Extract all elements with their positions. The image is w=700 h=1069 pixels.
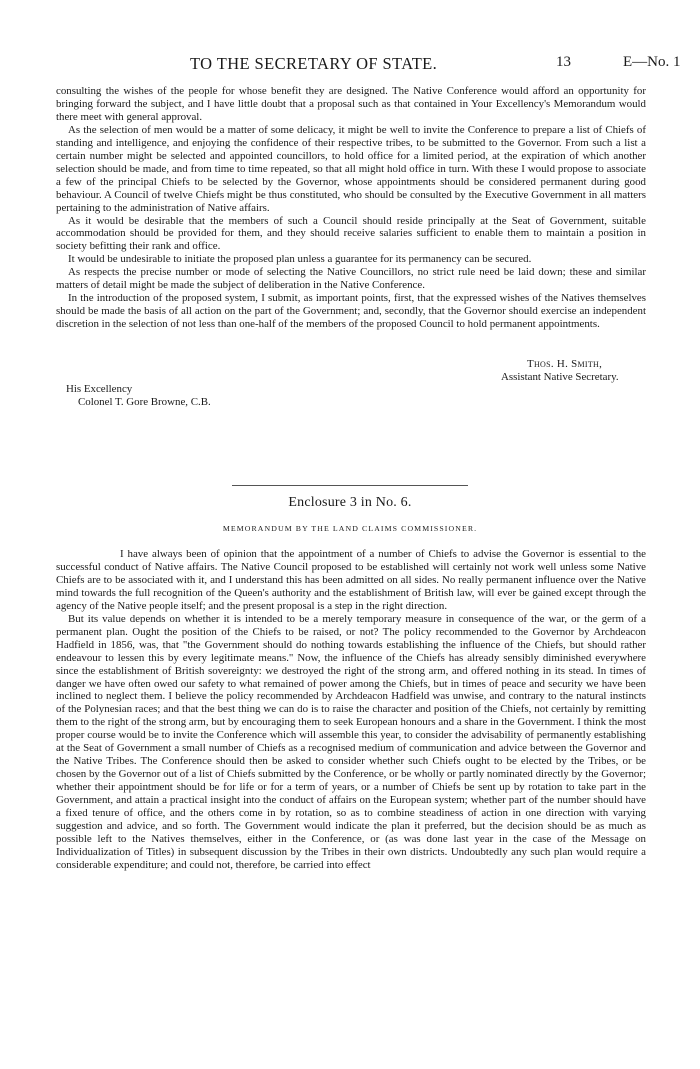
paragraph: But its value depends on whether it is intended to be a merely temporary measure in consequence of the war, or the germ of a permanent plan. Ought the position of the Chiefs to be raised, or not? The policy recommended to the Governor by Archdeacon Hadfield in 1856, was, that "the Government should do nothing towards establishing the influence of the Chiefs, but should rather endeavour to lessen this by every legitimate means." Now, the influence of the Chiefs has already sensibly diminished everywhere since the establishment of British sovereignty: we destroyed the right of the strong arm, and offered nothing in its stead. In times of danger we have often owed our safety to what remained of power among the Chiefs, but in times of peace and security we have been inclined to neglect them. I believe the policy recommended by Archdeacon Hadfield was unwise, and contrary to the natural instincts of the Polynesian races; and that the best thing we can do is to raise the character and position of the Chiefs, not certainly by remitting them to the right of the strong arm, but by encouraging them to seek European honours and a share in the Government. I think the most proper course would be to invite the Conference which will assemble this year, to consider the advisability of permanently establishing at the Seat of Government a small number of Chiefs as a recognised medium of communication and advice between the Governor and the Native Tribes. The Conference should then be asked to consider whether such Chiefs ought to be elected by the Tribes, or be chosen by the Governor out of a list of Chiefs submitted by the Conference, or be wholly or partly nominated directly by the Governor; whether their appointment should be for life or for a term of years, or a number of Chiefs be sent up by rotation to take part in the Government, and attain a practical insight into the conduct of affairs on the European system; whether part of the number should have a fixed tenure of office, and the others come in by rotation, so as to combine steadiness of action in one direction with varying suggestion and advice, and so forth. The Government would indicate the plan it preferred, but the decision should be as much as possible left to the Natives themselves, either in the Conference, or (as was done last year in the case of the Message on Individualization of Titles) in subsequent discussion by the Tribes in their own districts. Undoubtedly any such plan would require a considerable expenditure; and could not, therefore, be carried into effect — [56, 612, 646, 871]
paragraph: consulting the wishes of the people for whose benefit they are designed. The Native Conference would afford an opportunity for bringing forward the subject, and I have little doubt that a proposal such as that contained in Your Excellency's Memorandum would there meet with general approval. — [56, 85, 646, 123]
running-header — [0, 54, 700, 74]
paragraph: As the selection of men would be a matter of some delicacy, it might be well to invite the Conference to prepare a list of Chiefs of standing and intelligence, and enjoying the confidence of their respective tribes, to be submitted to the Governor. From such a list a certain number might be selected and appointed councillors, to hold office for a limited period, at the expiration of which another selection should be made, and from time to time repeated, so that all might hold office in turn. With these I would propose to associate a few of the principal Chiefs to be selected by the Governor, whose appointments should be considered permanent during good behaviour. A Council of twelve Chiefs might be thus constituted, who should be consulted by the Executive Government in all matters pertaining to the administration of Native affairs. — [56, 123, 646, 214]
addressee-line: His Excellency — [66, 383, 133, 395]
memorandum-heading: MEMORANDUM BY THE LAND CLAIMS COMMISSIONER. — [222, 524, 478, 533]
letter-body — [56, 85, 646, 331]
addressee-block — [66, 383, 211, 409]
paragraph: As respects the precise number or mode of selecting the Native Councillors, no strict rule need be laid down; these and similar matters of detail might be made the subject of deliberation in the Native Conference. — [56, 266, 646, 292]
paragraph: I have always been of opinion that the appointment of a number of Chiefs to advise the Governor is essential to the successful conduct of Native affairs. The Native Council proposed to be established will certainly not work well unless some Native Chiefs are to be associated with it, and I understand this has been admitted on all sides. No really permanent influence over the Native mind towards the full recognition of the Queen's authority and the establishment of British law, will ever be gained except through the agency of the Native people itself; and the present proposal is a step in the right direction. — [56, 548, 646, 612]
document-reference: E—No. 1 — [623, 54, 681, 70]
header-title: TO THE SECRETARY OF STATE. — [190, 54, 438, 73]
paragraph: As it would be desirable that the members of such a Council should reside principally at the Seat of Government, suitable accommodation should be provided for them, and they should receive salaries sufficient to enable them to maintain a position in society befitting their rank and office. — [56, 214, 646, 253]
page-number: 13 — [556, 54, 571, 70]
addressee-line: Colonel T. Gore Browne, C.B. — [78, 396, 211, 408]
paragraph: It would be undesirable to initiate the proposed plan unless a guarantee for its permanency can be secured. — [68, 253, 532, 266]
enclosure-heading: Enclosure 3 in No. 6. — [288, 495, 412, 510]
memorandum-body — [56, 548, 646, 872]
signatory-name: Thos. H. Smith, — [527, 358, 603, 370]
section-divider — [232, 485, 468, 486]
signature-block — [501, 358, 619, 384]
paragraph: In the introduction of the proposed system, I submit, as important points, first, that the expressed wishes of the Natives themselves should be made the basis of all action on the part of the Government; and, secondly, that the Governor should exercise an independent discretion in the selection of not less than one-half of the members of the proposed Council to hold permanent appointments. — [56, 292, 646, 331]
signatory-title: Assistant Native Secretary. — [501, 371, 619, 383]
